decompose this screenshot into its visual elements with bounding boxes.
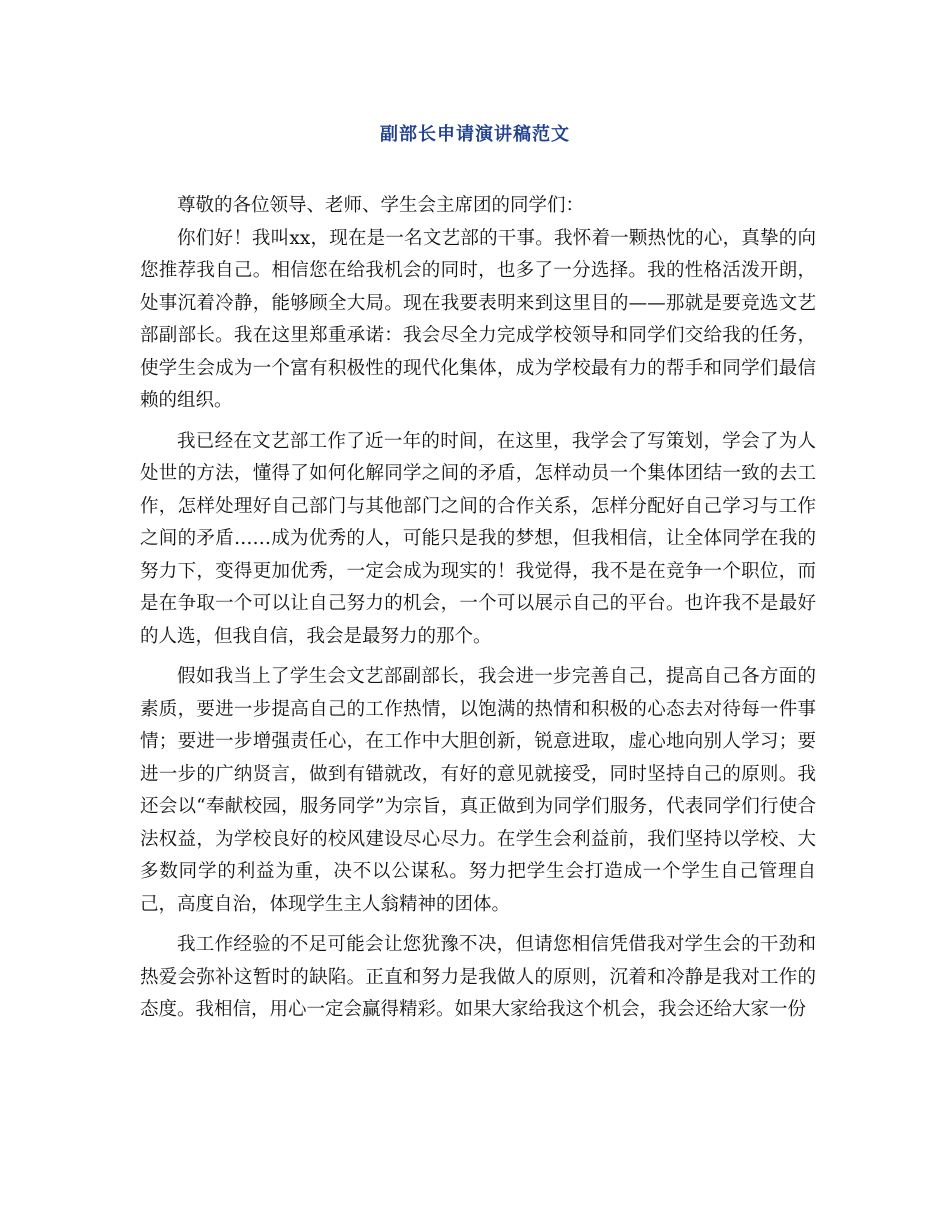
body-paragraph-1: 你们好！我叫xx，现在是一名文艺部的干事。我怀着一颗热忱的心，真挚的向您推荐我自己。相信您在给我机会的同时，也多了一分选择。我的性格活泼开朗，处事沉着冷静，能够顾全大局。现在我要表明来到这里目的——那就是要竞选文艺部副部长。我在这里郑重承诺：我会尽全力完成学校领导和同学们交给我的任务，使学生会成为一个富有积极性的现代化集体，成为学校最有力的帮手和同学们最信赖的组织。	[140, 227, 816, 411]
document-title: 副部长申请演讲稿范文	[380, 124, 570, 145]
body-paragraph-3: 假如我当上了学生会文艺部副部长，我会进一步完善自己，提高自己各方面的素质，要进一步提高自己的工作热情，以饱满的热情和积极的心态去对待每一件事情；要进一步增强责任心，在工作中大胆创新，锐意进取，虚心地向别人学习；要进一步的广纳贤言，做到有错就改，有好的意见就接受，同时坚持自己的原则。我还会以“奉献校园，服务同学”为宗旨，真正做到为同学们服务，代表同学们行使合法权益，为学校良好的校风建设尽心尽力。在学生会利益前，我们坚持以学校、大多数同学的利益为重，决不以公谋私。努力把学生会打造成一个学生自己管理自己，高度自治，体现学生主人翁精神的团体。	[140, 666, 816, 915]
body-paragraph-4: 我工作经验的不足可能会让您犹豫不决，但请您相信凭借我对学生会的干劲和热爱会弥补这暂时的缺陷。正直和努力是我做人的原则，沉着和冷静是我对工作的态度。我相信，用心一定会赢得精彩。如果大家给我这个机会，我会还给大家一份	[140, 934, 816, 1020]
document-body	[140, 190, 816, 1035]
body-paragraph-2: 我已经在文艺部工作了近一年的时间，在这里，我学会了写策划，学会了为人处世的方法，懂得了如何化解同学之间的矛盾，怎样动员一个集体团结一致的去工作，怎样处理好自己部门与其他部门之间的合作关系，怎样分配好自己学习与工作之间的矛盾……成为优秀的人，可能只是我的梦想，但我相信，让全体同学在我的努力下，变得更加优秀，一定会成为现实的！我觉得，我不是在竞争一个职位，而是在争取一个可以让自己努力的机会，一个可以展示自己的平台。也许我不是最好的人选，但我自信，我会是最努力的那个。	[140, 430, 816, 647]
greeting-paragraph: 尊敬的各位领导、老师、学生会主席团的同学们：	[177, 195, 585, 216]
